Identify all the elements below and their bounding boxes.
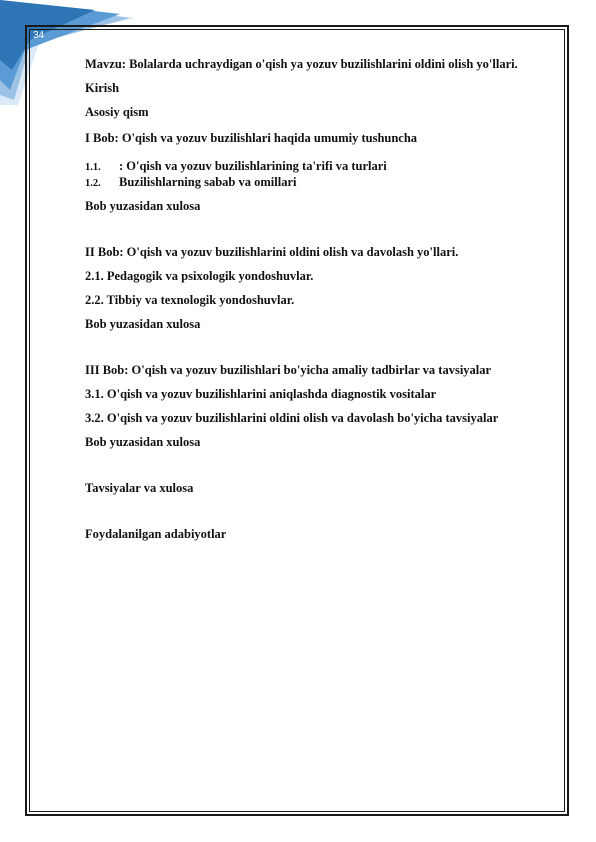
section-title: : O'qish va yozuv buzilishlarining ta'rifi va turlari bbox=[119, 159, 387, 173]
topic-title: Mavzu: Bolalarda uchraydigan o'qish ya yozuv buzilishlarini oldini olish yo'llari. bbox=[85, 57, 518, 71]
toc-chapter-1-summary: Bob yuzasidan xulosa bbox=[85, 199, 201, 213]
section-number: 1.1. bbox=[85, 162, 101, 173]
toc-chapter-3: III Bob: O'qish va yozuv buzilishlari bo'yicha amaliy tadbirlar va tavsiyalar bbox=[85, 363, 492, 377]
toc-section-2-1: 2.1. Pedagogik va psixologik yondoshuvlar. bbox=[85, 269, 314, 283]
toc-chapter-3-summary: Bob yuzasidan xulosa bbox=[85, 435, 201, 449]
toc-section-1-1 bbox=[85, 157, 555, 173]
toc-introduction: Kirish bbox=[85, 81, 120, 95]
toc-recommendations: Tavsiyalar va xulosa bbox=[85, 481, 194, 495]
toc-main-part: Asosiy qism bbox=[85, 105, 149, 119]
toc-section-1-2 bbox=[85, 173, 555, 189]
toc-section-3-1: 3.1. O'qish va yozuv buzilishlarini aniqlashda diagnostik vositalar bbox=[85, 387, 437, 401]
page-number: 34 bbox=[33, 30, 45, 41]
toc-section-2-2: 2.2. Tibbiy va texnologik yondoshuvlar. bbox=[85, 293, 295, 307]
toc-section-3-2: 3.2. O'qish va yozuv buzilishlarini oldini olish va davolash bo'yicha tavsiyalar bbox=[85, 411, 499, 425]
section-title: Buzilishlarning sabab va omillari bbox=[119, 175, 297, 189]
section-number: 1.2. bbox=[85, 178, 101, 189]
toc-chapter-2-summary: Bob yuzasidan xulosa bbox=[85, 317, 201, 331]
table-of-contents bbox=[85, 55, 555, 543]
toc-chapter-1: I Bob: O'qish va yozuv buzilishlari haqida umumiy tushuncha bbox=[85, 131, 418, 145]
toc-chapter-2: II Bob: O'qish va yozuv buzilishlarini oldini olish va davolash yo'llari. bbox=[85, 245, 459, 259]
toc-references: Foydalanilgan adabiyotlar bbox=[85, 527, 227, 541]
